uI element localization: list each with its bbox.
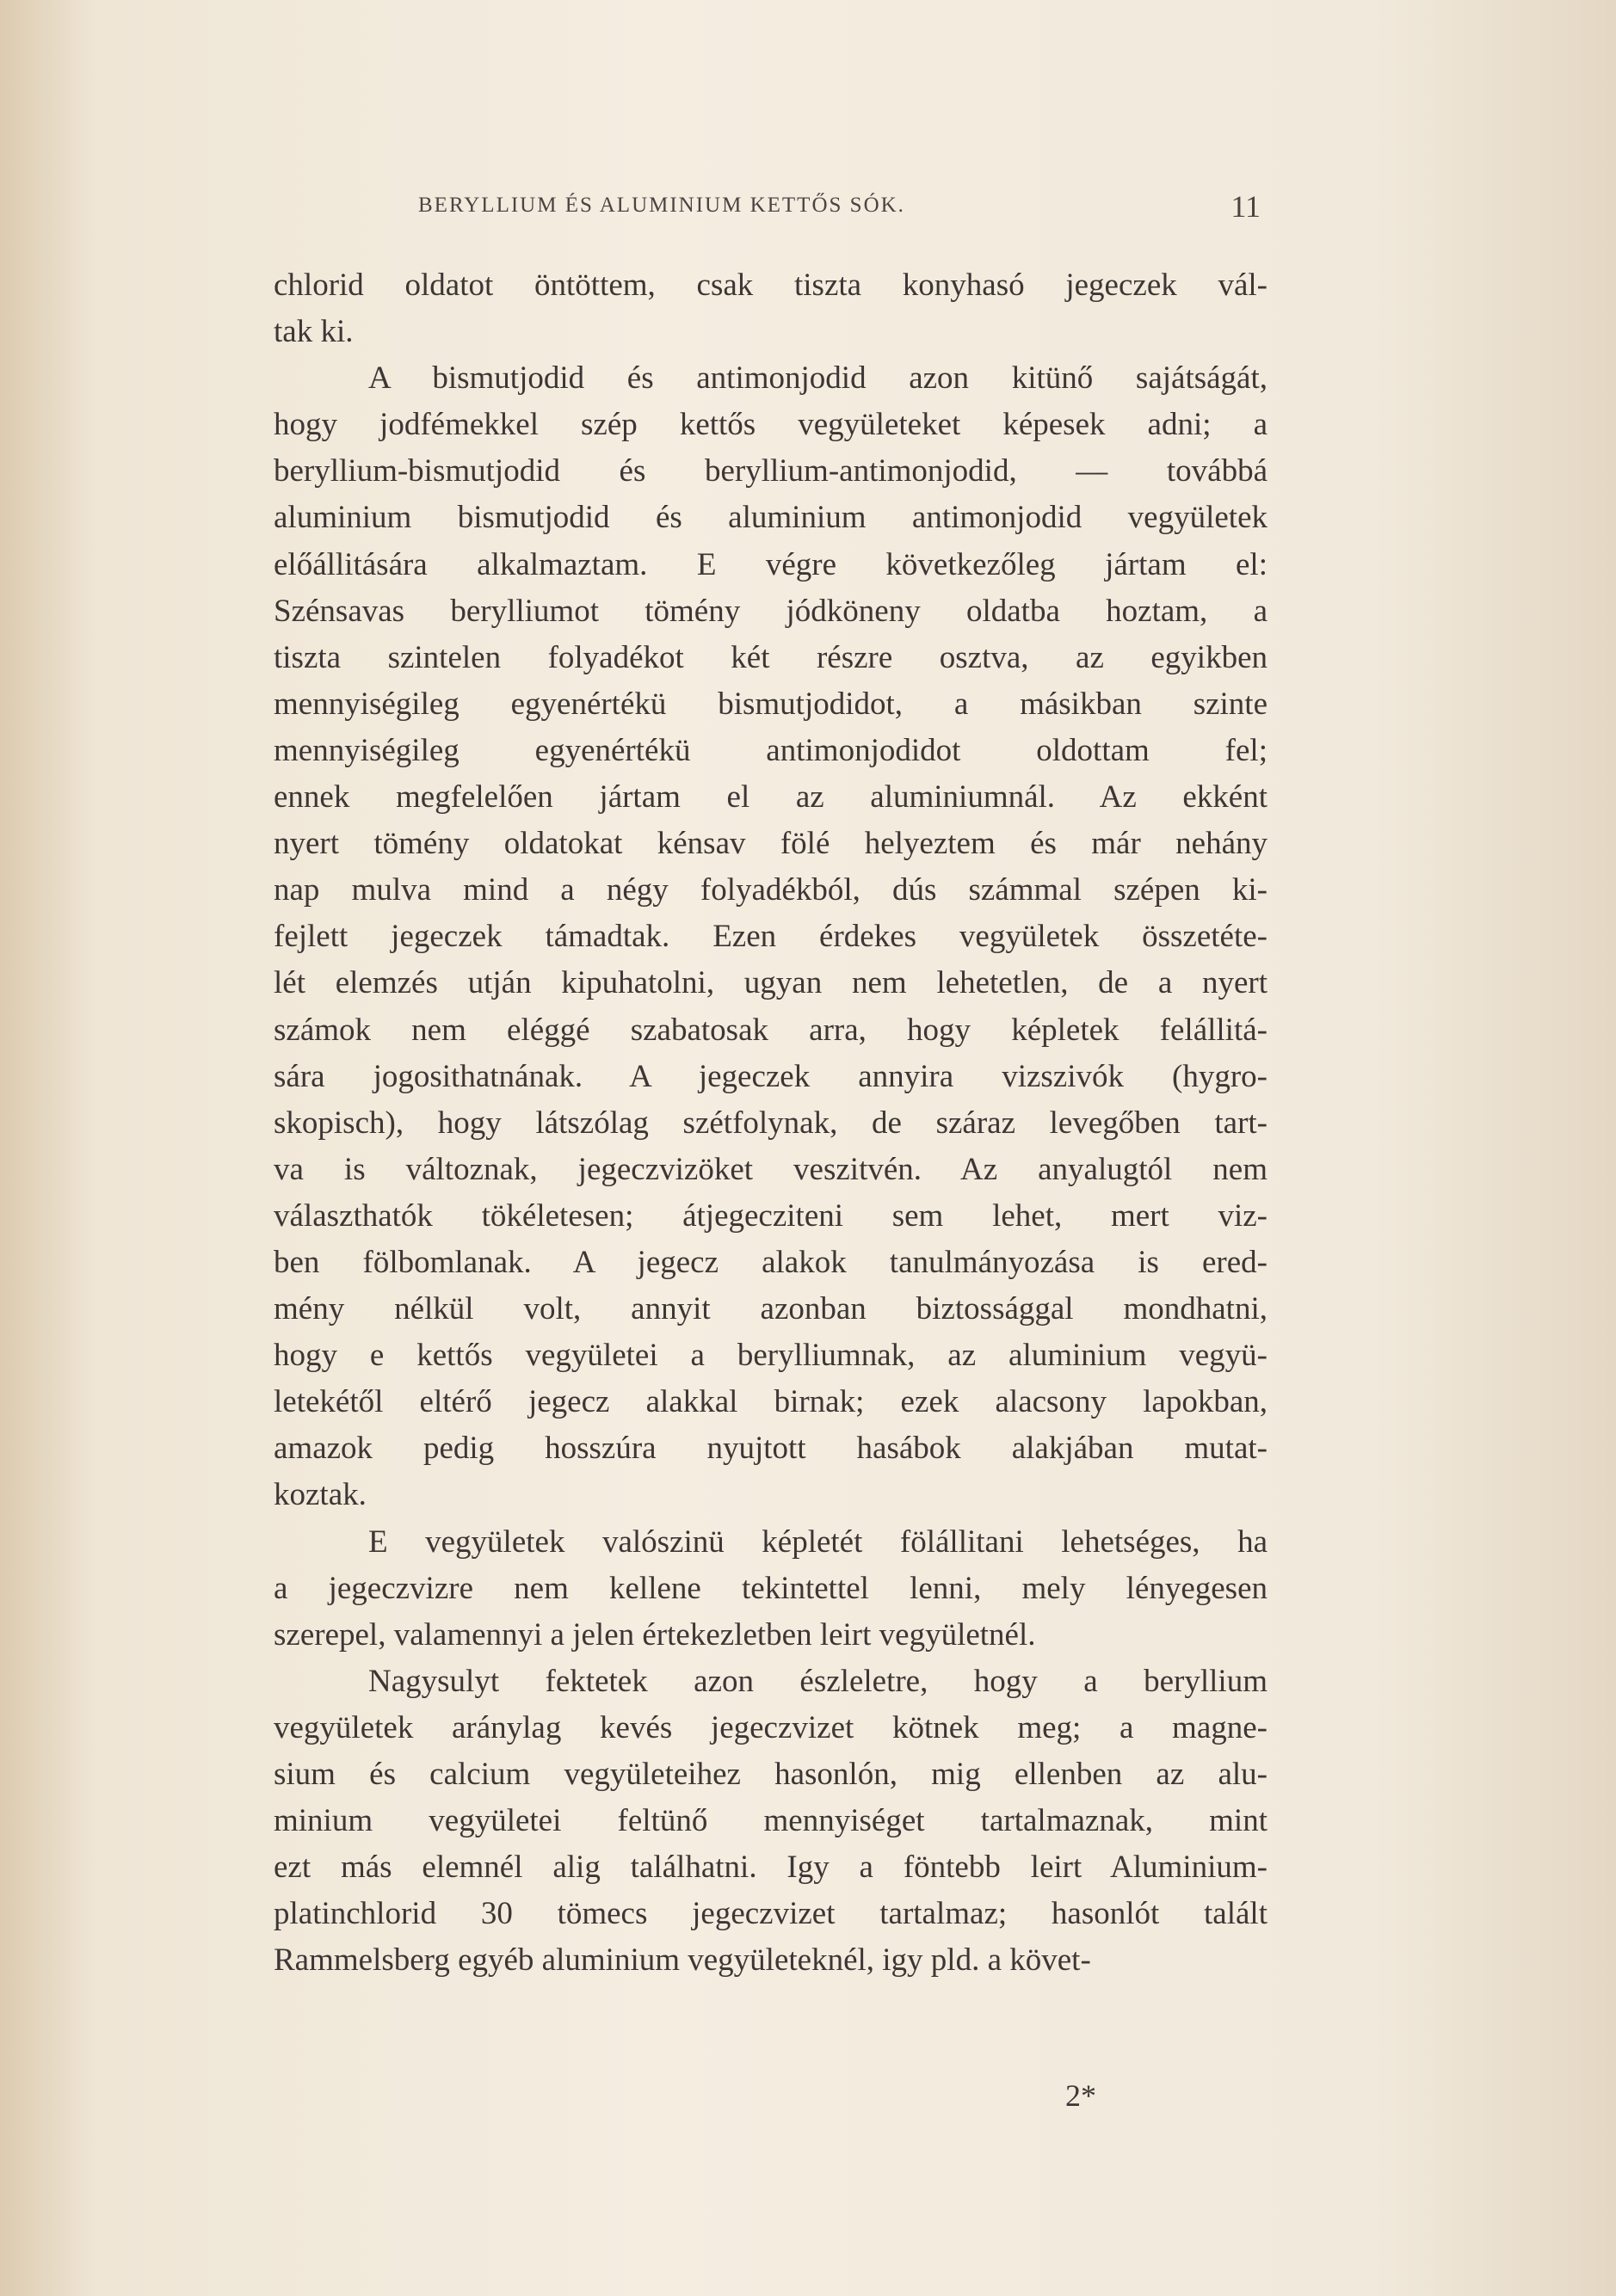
text-line: Rammelsberg egyéb aluminium vegyületeknél, igy pld. a követ- <box>274 1942 1091 1979</box>
text-line: ben fölbomlanak. A jegecz alakok tanulmányozása is ered- <box>274 1244 1268 1280</box>
text-line: számok nem eléggé szabatosak arra, hogy képletek felállitá- <box>274 1012 1268 1048</box>
text-line: beryllium-bismutjodid és beryllium-antimonjodid, — továbbá <box>274 453 1268 489</box>
text-line: va is változnak, jegeczvizöket veszitvén. Az anyalugtól nem <box>274 1151 1268 1187</box>
text-line: amazok pedig hosszúra nyujtott hasábok alakjában mutat- <box>274 1431 1268 1467</box>
text-line: vegyületek aránylag kevés jegeczvizet kötnek meg; a magne- <box>274 1709 1268 1745</box>
text-line: választhatók tökéletesen; átjegecziteni sem lehet, mert viz- <box>274 1197 1268 1234</box>
text-line: tiszta szintelen folyadékot két részre osztva, az egyikben <box>274 639 1268 675</box>
text-line: fejlett jegeczek támadtak. Ezen érdekes vegyületek összetéte- <box>274 919 1268 955</box>
paragraph <box>274 355 1268 1518</box>
running-title: BERYLLIUM ÉS ALUMINIUM KETTŐS SÓK. <box>418 194 905 217</box>
text-line: nyert tömény oldatokat kénsav fölé helyeztem és már nehány <box>274 826 1268 862</box>
running-head <box>274 189 1268 228</box>
text-line: mennyiségileg egyenértékü bismutjodidot, a másikban szinte <box>274 686 1268 722</box>
text-line: letekétől eltérő jegecz alakkal birnak; ezek alacsony lapokban, <box>274 1384 1268 1420</box>
text-line: platinchlorid 30 tömecs jegeczvizet tartalmaz; hasonlót talált <box>274 1896 1268 1932</box>
text-line: előállitására alkalmaztam. E végre következőleg jártam el: <box>274 546 1268 582</box>
text-line: hogy jodfémekkel szép kettős vegyületeket képesek adni; a <box>274 407 1268 443</box>
text-line: minium vegyületei feltünő mennyiséget tartalmaznak, mint <box>274 1803 1268 1839</box>
text-line: mennyiségileg egyenértékü antimonjodidot oldottam fel; <box>274 732 1268 768</box>
text-line: szerepel, valamennyi a jelen értekezletben leirt vegyületnél. <box>274 1616 1036 1653</box>
paragraph <box>274 1659 1268 1985</box>
text-line: Nagysulyt fektetek azon észleletre, hogy a beryllium <box>368 1663 1268 1699</box>
body-text <box>274 262 1268 1984</box>
text-line: nap mulva mind a négy folyadékból, dús számmal szépen ki- <box>274 872 1268 908</box>
text-line: tak ki. <box>274 314 354 350</box>
text-line: skopisch), hogy látszólag szétfolynak, de száraz levegőben tart- <box>274 1105 1268 1141</box>
paragraph <box>274 262 1268 355</box>
text-line: a jegeczvizre nem kellene tekintettel lenni, mely lényegesen <box>274 1570 1268 1606</box>
page-number: 11 <box>1231 189 1261 224</box>
text-line: Szénsavas berylliumot tömény jódköneny oldatba hoztam, a <box>274 593 1268 629</box>
paragraph <box>274 1519 1268 1659</box>
text-line: sium és calcium vegyületeihez hasonlón, mig ellenben az alu- <box>274 1757 1268 1792</box>
text-line: koztak. <box>274 1477 367 1513</box>
text-line: ennek megfelelően jártam el az aluminiumnál. Az ekként <box>274 779 1268 816</box>
page-content <box>274 176 1268 2241</box>
signature-mark: 2* <box>1065 2078 1096 2113</box>
text-line: chlorid oldatot öntöttem, csak tiszta konyhasó jegeczek vál- <box>274 268 1268 303</box>
text-line: ezt más elemnél alig találhatni. Igy a föntebb leirt Aluminium- <box>274 1850 1268 1886</box>
text-line: lét elemzés utján kipuhatolni, ugyan nem lehetetlen, de a nyert <box>274 965 1268 1001</box>
text-line: mény nélkül volt, annyit azonban biztossággal mondhatni, <box>274 1291 1268 1327</box>
text-line: A bismutjodid és antimonjodid azon kitünő sajátságát, <box>368 360 1268 397</box>
text-line: aluminium bismutjodid és aluminium antimonjodid vegyületek <box>274 500 1268 536</box>
text-line: hogy e kettős vegyületei a berylliumnak, az aluminium vegyü- <box>274 1338 1268 1374</box>
text-line: sára jogosithatnának. A jegeczek annyira vizszivók (hygro- <box>274 1058 1268 1094</box>
text-line: E vegyületek valószinü képletét fölállitani lehetséges, ha <box>368 1523 1268 1560</box>
